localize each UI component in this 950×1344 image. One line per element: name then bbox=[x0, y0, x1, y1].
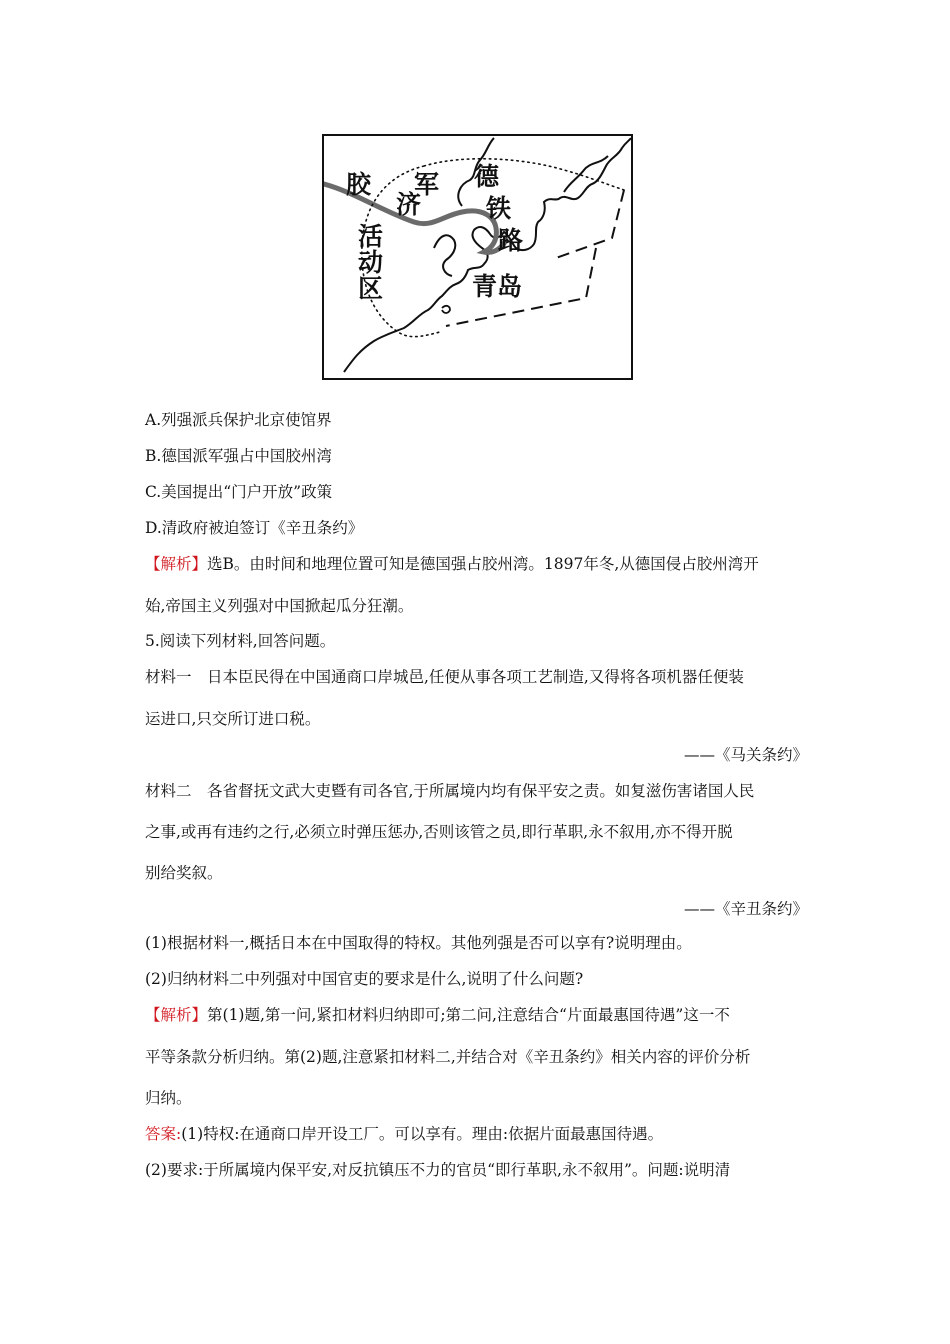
material-1-source: ——《马关条约》 bbox=[683, 746, 808, 764]
map-label-qingdao: 青岛 bbox=[472, 272, 523, 301]
map-label-de: 德 bbox=[474, 162, 500, 191]
analysis-1-line-2: 始,帝国主义列强对中国掀起瓜分狂潮。 bbox=[145, 597, 414, 615]
question-5-2: (2)归纳材料二中列强对中国官吏的要求是什么,说明了什么问题? bbox=[145, 970, 584, 988]
answer-line-1 bbox=[145, 1124, 663, 1144]
material-2-line-1: 材料二 各省督抚文武大吏暨有司各官,于所属境内均有保平安之责。如复滋伤害诸国人民 bbox=[145, 782, 755, 800]
material-1-line-2: 运进口,只交所订进口税。 bbox=[145, 710, 321, 728]
map-label-dong: 动 bbox=[358, 248, 384, 277]
answer-text: (1)特权:在通商口岸开设工厂。可以享有。理由:依据片面最惠国待遇。 bbox=[181, 1125, 664, 1143]
question-5-1: (1)根据材料一,概括日本在中国取得的特权。其他列强是否可以享有?说明理由。 bbox=[145, 934, 692, 952]
question-5-title: 5.阅读下列材料,回答问题。 bbox=[145, 632, 336, 650]
option-c: C.美国提出“门户开放”政策 bbox=[145, 483, 333, 501]
map-label-qu: 区 bbox=[358, 274, 384, 303]
inner-bay-shore bbox=[434, 235, 455, 276]
material-2-line-3: 别给奖叙。 bbox=[145, 864, 223, 882]
option-b: B.德国派军强占中国胶州湾 bbox=[145, 447, 332, 465]
map-label-huo: 活 bbox=[358, 222, 384, 251]
analysis-tag: 【解析】 bbox=[145, 1006, 208, 1024]
map-label-jiao: 胶 bbox=[346, 170, 372, 199]
analysis-tag: 【解析】 bbox=[145, 555, 208, 573]
map-label-ji: 济 bbox=[396, 190, 422, 219]
analysis-1-line-1 bbox=[145, 554, 759, 574]
map-label-tie: 铁 bbox=[486, 194, 512, 223]
analysis-2-line-3: 归纳。 bbox=[145, 1089, 192, 1107]
answer-line-2: (2)要求:于所属境内保平安,对反抗镇压不力的官员“即行革职,永不叙用”。问题:说明清 bbox=[145, 1161, 731, 1179]
material-1-line-1: 材料一 日本臣民得在中国通商口岸城邑,任便从事各项工艺制造,又得将各项机器任便装 bbox=[145, 668, 744, 686]
material-2-source: ——《辛丑条约》 bbox=[683, 900, 808, 918]
jiaozhou-bay-map bbox=[322, 134, 633, 380]
analysis-2-line-2: 平等条款分析归纳。第(2)题,注意紧扣材料二,并结合对《辛丑条约》相关内容的评价分析 bbox=[145, 1048, 751, 1066]
map-label-jun: 军 bbox=[414, 170, 440, 199]
analysis-text: 选B。由时间和地理位置可知是德国强占胶州湾。1897年冬,从德国侵占胶州湾开 bbox=[207, 555, 759, 573]
answer-tag: 答案: bbox=[145, 1125, 182, 1143]
analysis-2-line-1 bbox=[145, 1005, 730, 1025]
option-d: D.清政府被迫签订《辛丑条约》 bbox=[145, 519, 364, 537]
islet bbox=[442, 306, 450, 313]
material-2-line-2: 之事,或再有违约之行,必须立时弹压惩办,否则该管之员,即行革职,永不叙用,亦不得开脱 bbox=[145, 823, 733, 841]
map-label-lu: 路 bbox=[498, 226, 524, 255]
analysis-text: 第(1)题,第一问,紧扣材料归纳即可;第二问,注意结合“片面最惠国待遇”这一不 bbox=[207, 1006, 730, 1024]
option-a: A.列强派兵保护北京使馆界 bbox=[145, 411, 332, 429]
